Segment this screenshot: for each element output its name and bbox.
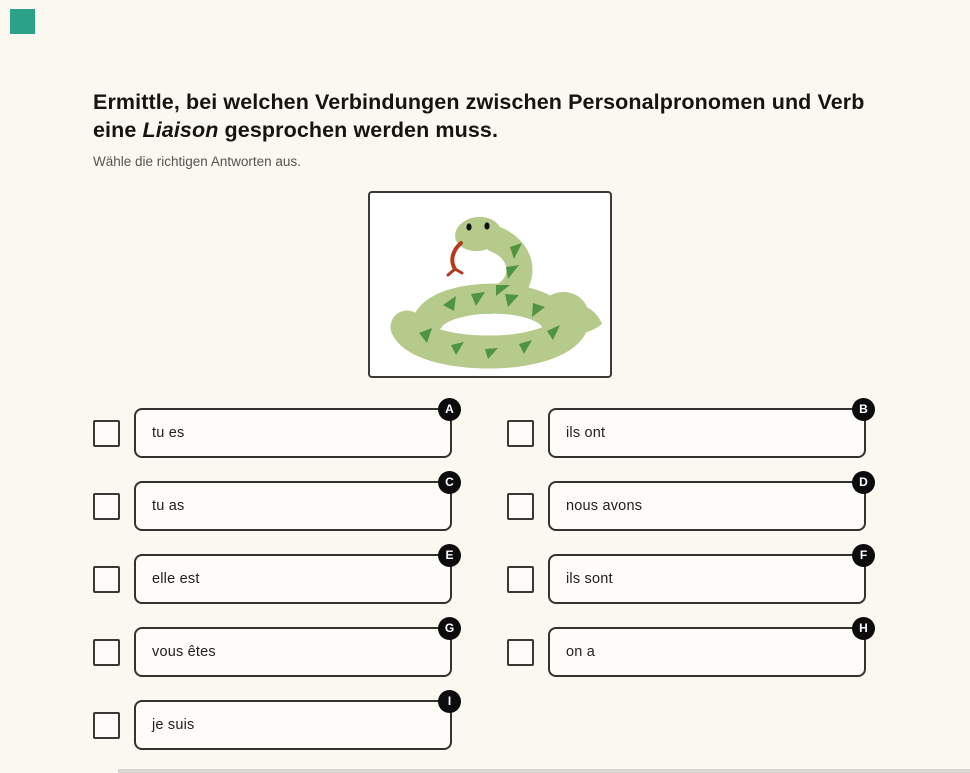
answer-option-g[interactable] [93, 621, 455, 677]
task-instruction: Wähle die richtigen Antworten aus. [93, 154, 301, 169]
answer-box-i[interactable] [134, 694, 452, 750]
answer-label: ils sont [566, 571, 613, 587]
answer-label: je suis [152, 717, 195, 733]
title-italic-term: Liaison [142, 118, 219, 142]
option-letter-badge: G [438, 617, 461, 640]
answer-box-h[interactable] [548, 621, 868, 677]
checkbox-a[interactable] [93, 420, 120, 447]
option-letter-badge: E [438, 544, 461, 567]
title-text-2: gesprochen werden muss. [218, 118, 499, 142]
checkbox-e[interactable] [93, 566, 120, 593]
answer-label: tu es [152, 425, 185, 441]
answer-label: ils ont [566, 425, 606, 441]
snake-illustration [377, 201, 603, 369]
checkbox-f[interactable] [507, 566, 534, 593]
option-letter-badge: F [852, 544, 875, 567]
checkbox-i[interactable] [93, 712, 120, 739]
option-letter-badge: H [852, 617, 875, 640]
corner-accent-square [10, 9, 35, 34]
answer-option-f[interactable] [507, 548, 868, 604]
bottom-edge-shadow [118, 769, 970, 773]
answer-box-c[interactable] [134, 475, 454, 531]
answer-label: tu as [152, 498, 185, 514]
answer-label: on a [566, 644, 596, 660]
answer-option-h[interactable] [507, 621, 868, 677]
answer-option-b[interactable] [507, 402, 868, 458]
option-letter-badge: I [438, 690, 461, 713]
answer-box-e[interactable] [134, 548, 454, 604]
answer-box-b[interactable] [548, 402, 868, 458]
title-text-1: Ermittle, bei welchen Verbindungen zwischen Personalpronomen und Verb eine [93, 90, 865, 142]
answer-box-d[interactable] [548, 475, 868, 531]
answer-box-a[interactable] [134, 402, 454, 458]
answer-label: nous avons [566, 498, 643, 514]
answer-box-g[interactable] [134, 621, 455, 677]
task-header [93, 88, 875, 169]
answer-option-d[interactable] [507, 475, 868, 531]
answer-label: vous êtes [152, 644, 216, 660]
answer-option-c[interactable] [93, 475, 454, 531]
illustration-box [368, 191, 612, 378]
checkbox-b[interactable] [507, 420, 534, 447]
answer-label: elle est [152, 571, 200, 587]
option-letter-badge: C [438, 471, 461, 494]
checkbox-g[interactable] [93, 639, 120, 666]
answer-option-e[interactable] [93, 548, 454, 604]
checkbox-d[interactable] [507, 493, 534, 520]
option-letter-badge: B [852, 398, 875, 421]
answer-option-a[interactable] [93, 402, 454, 458]
checkbox-c[interactable] [93, 493, 120, 520]
option-letter-badge: A [438, 398, 461, 421]
page-title [93, 88, 875, 144]
answer-option-i[interactable] [93, 694, 452, 750]
option-letter-badge: D [852, 471, 875, 494]
checkbox-h[interactable] [507, 639, 534, 666]
answer-box-f[interactable] [548, 548, 868, 604]
